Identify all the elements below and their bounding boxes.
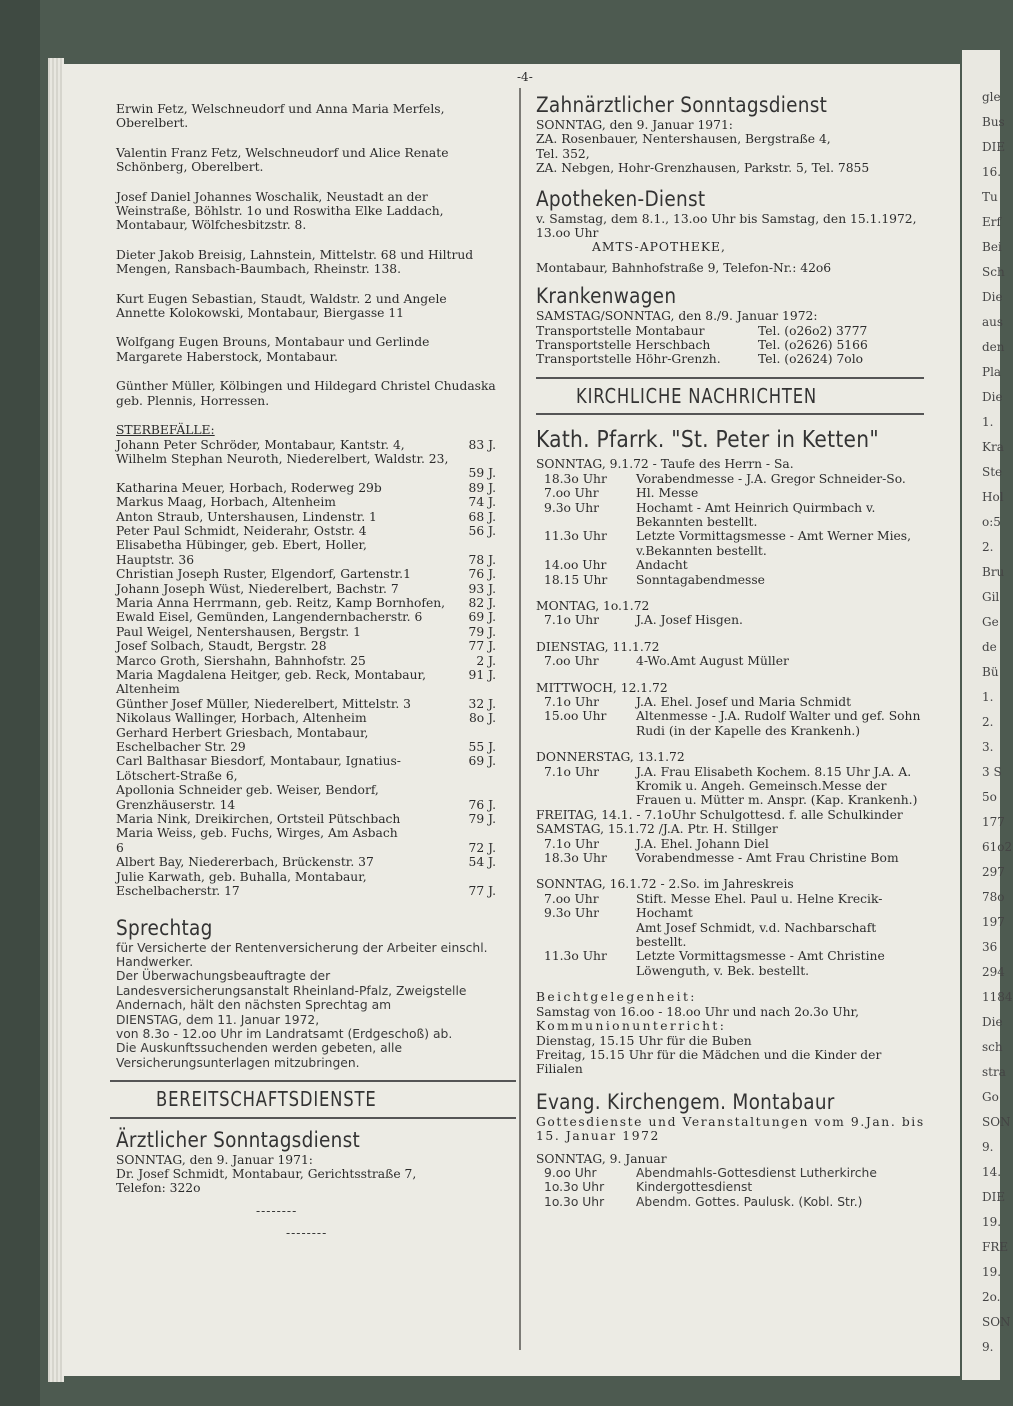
evang-title: Evang. Kirchengem. Montabaur	[536, 1089, 835, 1114]
death-name: 6	[116, 840, 124, 855]
zahnarzt-line: Tel. 352,	[536, 146, 590, 161]
column-divider	[519, 88, 521, 1350]
marriage-entry: Dieter Jakob Breisig, Lahnstein, Mittelstr. 68 und Hiltrud Mengen, Ransbach-Baumbach, Rheinstr. 138.	[116, 247, 474, 277]
edge-fragment: SON	[982, 1115, 1011, 1129]
evang-schedule	[536, 1166, 928, 1209]
death-age: 69 J.	[468, 754, 496, 769]
death-name: Elisabetha Hübinger, geb. Ebert, Holler,	[116, 538, 367, 553]
mass-day-heading: SONNTAG, 9.1.72 - Taufe des Herrn - Sa.	[536, 457, 794, 472]
death-row	[116, 510, 496, 524]
edge-fragment: 19.	[982, 1265, 1002, 1279]
mass-time	[536, 921, 636, 950]
death-row	[116, 884, 496, 898]
mass-description: J.A. Ehel. Johann Diel	[636, 836, 769, 851]
krankenwagen-row	[536, 324, 928, 338]
sprechtag-line: für Versicherte der Rentenversicherung der Arbeiter einschl. Handwerker.	[116, 940, 488, 969]
krankenwagen-date: SAMSTAG/SONNTAG, den 8./9. Januar 1972:	[536, 309, 818, 324]
death-name: Julie Karwath, geb. Buhalla, Montabaur,	[116, 869, 367, 884]
edge-fragment: 2o.	[982, 1290, 1001, 1304]
death-row	[116, 754, 496, 783]
krankenwagen-title: Krankenwagen	[536, 284, 677, 309]
death-row	[116, 625, 496, 639]
evang-entry	[536, 1180, 928, 1194]
section-rule	[536, 377, 924, 379]
arzt-line: SONNTAG, den 9. Januar 1971:	[116, 1152, 313, 1167]
sprechtag-line: DIENSTAG, dem 11. Januar 1972,	[116, 1012, 320, 1027]
death-age	[458, 826, 496, 840]
evang-entry	[536, 1166, 928, 1180]
mass-entry	[536, 892, 928, 906]
edge-fragment: DIE	[982, 1190, 1006, 1204]
edge-fragment: gle	[982, 90, 1001, 104]
death-row	[116, 524, 496, 538]
edge-fragment: 61o2	[982, 840, 1013, 854]
mass-entry	[536, 558, 928, 572]
death-age	[458, 452, 496, 466]
death-age	[458, 870, 496, 884]
krankenwagen-row	[536, 352, 928, 366]
evang-description: Kindergottesdienst	[636, 1180, 753, 1195]
death-name: Anton Straub, Untershausen, Lindenstr. 1	[116, 509, 377, 524]
krankenwagen-row	[536, 338, 928, 352]
mass-entry	[536, 921, 928, 950]
mass-day-heading: SAMSTAG, 15.1.72 /J.A. Ptr. H. Stillger	[536, 822, 778, 837]
zahnarzt-line: SONNTAG, den 9. Januar 1971:	[536, 118, 733, 132]
edge-fragment: 2.	[982, 540, 994, 554]
mass-entry	[536, 613, 928, 627]
evang-day: SONNTAG, 9. Januar	[536, 1151, 667, 1166]
transport-phone: Tel. (o26o2) 3777	[758, 323, 868, 338]
death-row	[116, 452, 496, 466]
edge-fragment: 1.	[982, 690, 994, 704]
transport-phone: Tel. (o2624) 7olo	[758, 352, 864, 367]
arzt-title: Ärztlicher Sonntagsdienst	[116, 1127, 360, 1152]
death-row	[116, 610, 496, 624]
mass-time: 18.15 Uhr	[544, 572, 608, 587]
edge-fragment: 297	[982, 865, 1005, 879]
apotheken-line: v. Samstag, dem 8.1., 13.oo Uhr bis Samstag, den 15.1.1972, 13.oo Uhr	[536, 211, 917, 241]
edge-fragment: Die	[982, 290, 1003, 304]
edge-fragment: o:5	[982, 515, 1001, 529]
death-row	[116, 567, 496, 581]
marriage-entry: Valentin Franz Fetz, Welschneudorf und Alice Renate Schönberg, Oberelbert.	[116, 145, 449, 175]
mass-day-heading: MITTWOCH, 12.1.72	[536, 680, 668, 695]
sprechtag-line: Der Überwachungsbeauftragte der Landesversicherungsanstalt Rheinland-Pfalz, Zweigstelle Andernach, hält den nächsten Sprechtag am	[116, 969, 467, 1013]
binder-spine	[0, 0, 40, 1406]
death-name: Grenzhäuserstr. 14	[116, 797, 236, 812]
death-row	[116, 538, 496, 552]
mass-day-heading: FREITAG, 14.1. - 7.1oUhr Schulgottesd. f. alle Schulkinder	[536, 807, 903, 822]
death-name: Ewald Eisel, Gemünden, Langendernbacherstr. 6	[116, 610, 423, 625]
mass-description: J.A. Frau Elisabeth Kochem. 8.15 Uhr J.A. A. Kromik u. Angeh. Gemeinsch.Messe der Frauen u. Mütter m. Anspr. (Kap. Krankenh.)	[636, 764, 918, 808]
zahnarzt-title: Zahnärztlicher Sonntagsdienst	[536, 93, 828, 117]
death-age: 68 J.	[468, 509, 496, 524]
kath-schedule	[536, 457, 928, 978]
death-row	[116, 582, 496, 596]
death-name: Nikolaus Wallinger, Horbach, Altenheim	[116, 711, 367, 726]
mass-description: 4-Wo.Amt August Müller	[636, 654, 789, 669]
death-name: Marco Groth, Siershahn, Bahnhofstr. 25	[116, 653, 366, 668]
mass-entry	[536, 906, 928, 920]
death-name: Carl Balthasar Biesdorf, Montabaur, Ignatius-Lötschert-Straße 6,	[116, 754, 401, 783]
mass-entry	[536, 472, 928, 486]
edge-fragment: 3.	[982, 740, 994, 754]
edge-fragment: aus	[982, 315, 1004, 329]
apotheken-address: Montabaur, Bahnhofstraße 9, Telefon-Nr.: 42o6	[536, 260, 832, 275]
edge-fragment: 9.	[982, 1340, 994, 1354]
transport-station: Transportstelle Höhr-Grenzh.	[536, 352, 721, 367]
mass-day-heading: SONNTAG, 16.1.72 - 2.So. im Jahreskreis	[536, 877, 794, 892]
death-row	[116, 481, 496, 495]
mass-description: Hochamt	[636, 906, 693, 921]
edge-fragment: sch	[982, 1040, 1003, 1054]
kommunion-text	[536, 1034, 928, 1077]
death-row	[116, 841, 496, 855]
evang-time: 9.oo Uhr	[544, 1165, 597, 1180]
death-age: 79 J.	[468, 812, 496, 827]
kirchliche-title: KIRCHLICHE NACHRICHTEN	[576, 383, 817, 408]
death-row	[116, 726, 496, 740]
edge-fragment: Bü	[982, 665, 999, 679]
death-age	[458, 538, 496, 552]
mass-description: Stift. Messe Ehel. Paul u. Helne Krecik-	[636, 891, 883, 906]
death-row	[116, 438, 496, 452]
death-row	[116, 711, 496, 725]
death-age: 69 J.	[468, 610, 496, 625]
death-name: Albert Bay, Niedererbach, Brückenstr. 37	[116, 855, 374, 870]
mass-description: Altenmesse - J.A. Rudolf Walter und gef. Sohn Rudi (in der Kapelle des Krankenh.)	[636, 709, 921, 738]
death-age: 2 J.	[476, 653, 496, 668]
edge-fragment: Gil	[982, 590, 1000, 604]
mass-entry	[536, 654, 928, 668]
edge-fragment: Tu	[982, 190, 998, 204]
death-age: 83 J.	[468, 437, 496, 452]
transport-phone: Tel. (o2626) 5166	[758, 338, 868, 353]
mass-time: 7.1o Uhr	[544, 613, 600, 628]
death-age: 93 J.	[468, 581, 496, 596]
death-row	[116, 596, 496, 610]
right-column	[536, 92, 928, 1209]
kath-title: Kath. Pfarrk. "St. Peter in Ketten"	[536, 427, 879, 454]
death-name: Katharina Meuer, Horbach, Roderweg 29b	[116, 480, 382, 495]
sprechtag-title: Sprechtag	[116, 915, 213, 940]
death-age: 89 J.	[468, 480, 496, 495]
edge-fragment: Ge	[982, 615, 999, 629]
mass-time: 18.3o Uhr	[544, 851, 607, 866]
evang-subtitle: Gottesdienste und Veranstaltungen vom 9.Jan. bis 15. Januar 1972	[536, 1114, 925, 1144]
marriage-announcements	[116, 102, 496, 408]
edge-fragment: Ste	[982, 465, 1003, 479]
death-age: 8o J.	[468, 711, 496, 726]
marriage-entry: Günther Müller, Kölbingen und Hildegard Christel Chudaska geb. Plennis, Horressen.	[116, 379, 496, 408]
arzt-line: Telefon: 322o	[116, 1181, 201, 1196]
death-age: 56 J.	[468, 523, 496, 538]
death-age: 79 J.	[468, 624, 496, 639]
edge-fragment: de	[982, 640, 997, 654]
death-age: 54 J.	[468, 855, 496, 870]
death-age: 76 J.	[468, 567, 496, 582]
death-name: Peter Paul Schmidt, Neiderahr, Oststr. 4	[116, 523, 367, 538]
mass-description: Letzte Vormittagsmesse - Amt Werner Mies, v.Bekannten bestellt.	[636, 529, 912, 558]
edge-fragment: 2.	[982, 715, 994, 729]
mass-description: Hl. Messe	[636, 486, 699, 501]
edge-fragment: 3 S	[982, 765, 1002, 779]
deaths-heading: STERBEFÄLLE:	[116, 423, 215, 438]
edge-fragment: Sch	[982, 265, 1005, 279]
adjacent-page-edge	[962, 50, 1013, 1380]
mass-time: 9.3o Uhr	[544, 906, 600, 921]
edge-fragment: Bru	[982, 565, 1005, 579]
death-name: Maria Weiss, geb. Fuchs, Wirges, Am Asbach	[116, 826, 398, 841]
death-name: Günther Josef Müller, Niederelbert, Mittelstr. 3	[116, 696, 411, 711]
edge-fragment: 78o	[982, 890, 1005, 904]
edge-fragment: Bei	[982, 240, 1002, 254]
mass-description: Vorabendmesse - J.A. Gregor Schneider-So.	[636, 471, 906, 486]
mass-entry	[536, 765, 928, 808]
death-age	[458, 726, 496, 740]
marriage-entry: Erwin Fetz, Welschneudorf und Anna Maria Merfels, Oberelbert.	[116, 102, 445, 131]
mass-time: 11.3o Uhr	[544, 949, 607, 964]
edge-fragment: Hol	[982, 490, 1004, 504]
mass-description: Vorabendmesse - Amt Frau Christine Bom	[636, 851, 899, 866]
mass-entry	[536, 695, 928, 709]
arzt-text	[116, 1153, 496, 1196]
death-name: Josef Solbach, Staudt, Bergstr. 28	[116, 639, 327, 654]
mass-time: 7.oo Uhr	[544, 654, 599, 669]
apotheken-text	[536, 212, 928, 241]
mass-entry	[536, 709, 928, 738]
death-age: 77 J.	[468, 639, 496, 654]
mass-entry	[536, 501, 928, 530]
death-name: Gerhard Herbert Griesbach, Montabaur,	[116, 725, 369, 740]
edge-fragment: SON	[982, 1315, 1011, 1329]
death-row	[116, 812, 496, 826]
death-name: Maria Magdalena Heitger, geb. Reck, Montabaur, Altenheim	[116, 668, 426, 697]
apotheken-name: AMTS-APOTHEKE,	[592, 240, 726, 255]
mass-entry	[536, 837, 928, 851]
edge-fragment: FRE	[982, 1240, 1009, 1254]
edge-fragment: Die	[982, 1015, 1003, 1029]
edge-fragment: 19.	[982, 1215, 1002, 1229]
edge-fragment: Die	[982, 390, 1003, 404]
evang-time: 1o.3o Uhr	[544, 1194, 605, 1209]
sprechtag-line: Die Auskunftssuchenden werden gebeten, alle Versicherungsunterlagen mitzubringen.	[116, 1041, 403, 1070]
apotheken-title: Apotheken-Dienst	[536, 186, 706, 211]
death-age: 59 J.	[468, 466, 496, 481]
mass-description: J.A. Ehel. Josef und Maria Schmidt	[636, 694, 852, 709]
edge-fragment: den	[982, 340, 1005, 354]
death-age: 77 J.	[468, 884, 496, 899]
mass-day-heading: MONTAG, 1o.1.72	[536, 598, 650, 613]
death-row	[116, 668, 496, 697]
mass-time: 7.1o Uhr	[544, 836, 600, 851]
death-row	[116, 639, 496, 653]
edge-fragment: 14.	[982, 1165, 1002, 1179]
edge-fragment: 294	[982, 965, 1005, 979]
death-name: Maria Nink, Dreikirchen, Ortsteil Pütschbach	[116, 812, 401, 827]
mass-entry	[536, 851, 928, 865]
death-name: Wilhelm Stephan Neuroth, Niederelbert, Waldstr. 23,	[116, 451, 449, 466]
zahnarzt-text	[536, 118, 928, 176]
transport-station: Transportstelle Herschbach	[536, 338, 711, 353]
death-age: 76 J.	[468, 797, 496, 812]
death-row	[116, 870, 496, 884]
evang-entry	[536, 1195, 928, 1209]
dashes-1: --------	[256, 1203, 298, 1218]
mass-time: 18.3o Uhr	[544, 471, 607, 486]
mass-time: 15.oo Uhr	[544, 709, 607, 724]
death-row	[116, 495, 496, 509]
edge-fragment: 9.	[982, 1140, 994, 1154]
edge-fragment: stra	[982, 1065, 1006, 1079]
death-name: Markus Maag, Horbach, Altenheim	[116, 495, 336, 510]
edge-fragment: 5o	[982, 790, 997, 804]
death-name: Eschelbacherstr. 17	[116, 884, 240, 899]
death-row	[116, 783, 496, 797]
beicht-heading: Beichtgelegenheit:	[536, 990, 697, 1005]
mass-description: Amt Josef Schmidt, v.d. Nachbarschaft bestellt.	[636, 920, 877, 950]
zahnarzt-line: ZA. Rosenbauer, Nentershausen, Bergstraße 4,	[536, 132, 831, 147]
death-name: Paul Weigel, Nentershausen, Bergstr. 1	[116, 624, 361, 639]
death-name: Maria Anna Herrmann, geb. Reitz, Kamp Bornhofen,	[116, 595, 446, 610]
death-age: 82 J.	[468, 595, 496, 610]
mass-description: Sonntagabendmesse	[636, 572, 765, 587]
death-name: Johann Peter Schröder, Montabaur, Kantstr. 4,	[116, 437, 405, 452]
edge-fragment: 197	[982, 915, 1005, 929]
mass-time: 14.oo Uhr	[544, 558, 607, 573]
marriage-entry: Wolfgang Eugen Brouns, Montabaur und Gerlinde Margarete Haberstock, Montabaur.	[116, 335, 430, 364]
mass-time: 7.oo Uhr	[544, 891, 599, 906]
death-name: Eschelbacher Str. 29	[116, 740, 246, 755]
mass-time: 7.oo Uhr	[544, 486, 599, 501]
mass-time: 11.3o Uhr	[544, 529, 607, 544]
marriage-entry: Kurt Eugen Sebastian, Staudt, Waldstr. 2 und Angele Annette Kolokowski, Montabaur, Biergasse 11	[116, 291, 447, 321]
mass-day-heading: DIENSTAG, 11.1.72	[536, 639, 660, 654]
mass-time: 9.3o Uhr	[544, 500, 600, 515]
death-row	[116, 826, 496, 840]
mass-time: 7.1o Uhr	[544, 694, 600, 709]
mass-entry	[536, 949, 928, 978]
mass-description: Hochamt - Amt Heinrich Quirmbach v. Bekannten bestellt.	[636, 500, 876, 529]
mass-entry	[536, 573, 928, 587]
edge-fragment: 177	[982, 815, 1005, 829]
zahnarzt-line: ZA. Nebgen, Hohr-Grenzhausen, Parkstr. 5, Tel. 7855	[536, 161, 870, 176]
kommunion-heading: Kommunionunterricht:	[536, 1019, 727, 1034]
mass-entry	[536, 529, 928, 558]
edge-fragment: Kra	[982, 440, 1004, 454]
left-column	[116, 102, 496, 1241]
mass-description: Andacht	[636, 558, 688, 573]
death-age: 91 J.	[468, 668, 496, 682]
death-name: Johann Joseph Wüst, Niederelbert, Bachstr. 7	[116, 581, 399, 596]
edge-fragment: DIE	[982, 140, 1006, 154]
edge-fragment: Pla	[982, 365, 1002, 379]
death-row	[116, 466, 496, 480]
mass-day-heading: DONNERSTAG, 13.1.72	[536, 750, 685, 765]
bereitschaft-title: BEREITSCHAFTSDIENSTE	[156, 1087, 377, 1112]
page-number: -4-	[517, 70, 533, 84]
dashes-2: --------	[286, 1226, 328, 1241]
death-age: 74 J.	[468, 495, 496, 510]
death-row	[116, 697, 496, 711]
edge-fragment: Erf	[982, 215, 1001, 229]
section-rule	[110, 1080, 516, 1082]
sprechtag-text	[116, 941, 496, 1071]
death-name: Hauptstr. 36	[116, 552, 195, 567]
death-age: 32 J.	[468, 696, 496, 711]
arzt-line: Dr. Josef Schmidt, Montabaur, Gerichtsstraße 7,	[116, 1166, 417, 1181]
beicht-line: Samstag von 16.oo - 18.oo Uhr und nach 2o.3o Uhr,	[536, 1004, 859, 1019]
edge-fragment: 1184	[982, 990, 1013, 1004]
sprechtag-line: von 8.3o - 12.oo Uhr im Landratsamt (Erdgeschoß) ab.	[116, 1026, 453, 1041]
deaths-list	[116, 438, 496, 899]
death-age	[458, 783, 496, 797]
kommunion-line: Dienstag, 15.15 Uhr für die Buben	[536, 1033, 752, 1048]
death-age: 78 J.	[468, 552, 496, 567]
death-row	[116, 654, 496, 668]
death-name: Apollonia Schneider geb. Weiser, Bendorf,	[116, 783, 379, 798]
krankenwagen-table	[536, 324, 928, 367]
section-rule	[110, 1117, 516, 1119]
death-age: 72 J.	[468, 840, 496, 855]
death-row	[116, 798, 496, 812]
mass-description: Letzte Vormittagsmesse - Amt Christine Löwenguth, v. Bek. bestellt.	[636, 949, 885, 978]
death-name: Christian Joseph Ruster, Elgendorf, Gartenstr.1	[116, 567, 411, 582]
evang-description: Abendmahls-Gottesdienst Lutherkirche	[636, 1165, 877, 1180]
kommunion-line: Freitag, 15.15 Uhr für die Mädchen und die Kinder der Filialen	[536, 1047, 882, 1077]
death-age: 55 J.	[468, 740, 496, 755]
death-row	[116, 553, 496, 567]
transport-station: Transportstelle Montabaur	[536, 323, 705, 338]
mass-entry	[536, 486, 928, 500]
death-row	[116, 855, 496, 869]
section-rule	[536, 413, 924, 415]
death-name	[116, 466, 458, 480]
death-row	[116, 740, 496, 754]
edge-fragment: 16.	[982, 165, 1002, 179]
mass-time: 7.1o Uhr	[544, 764, 600, 779]
marriage-entry: Josef Daniel Johannes Woschalik, Neustadt an der Weinstraße, Böhlstr. 1o und Roswitha Elke Laddach, Montabaur, Wölfchesbitzstr. 8.	[116, 189, 444, 233]
evang-description: Abendm. Gottes. Paulusk. (Kobl. Str.)	[636, 1194, 863, 1209]
edge-fragment: 36	[982, 940, 998, 954]
edge-fragment: Bus	[982, 115, 1005, 129]
edge-fragment: Go	[982, 1090, 999, 1104]
edge-fragment: 1.	[982, 415, 994, 429]
mass-description: J.A. Josef Hisgen.	[636, 613, 743, 628]
evang-time: 1o.3o Uhr	[544, 1180, 605, 1195]
